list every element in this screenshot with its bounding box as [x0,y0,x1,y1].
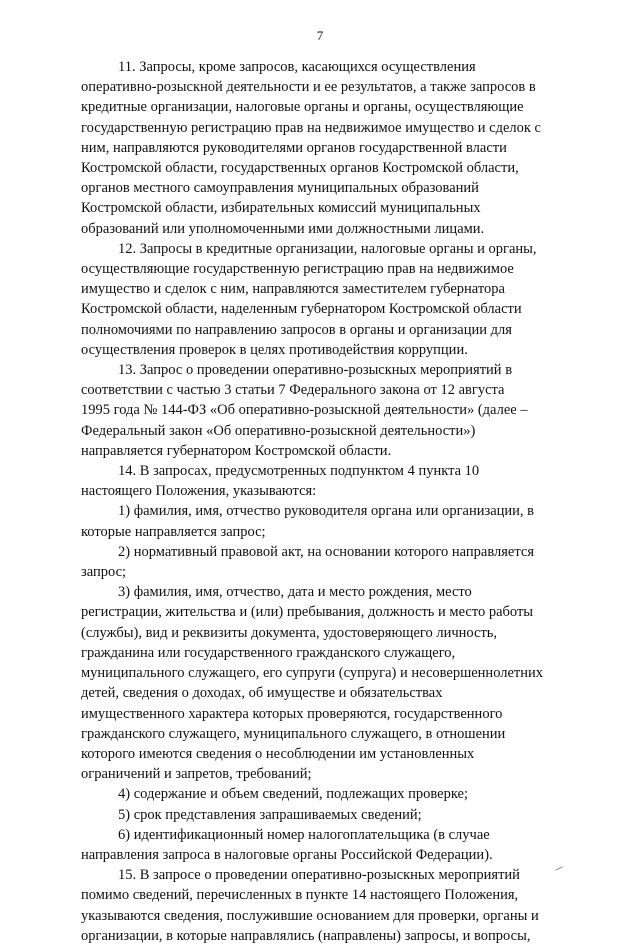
list-item-5: 5) срок представления запрашиваемых сведений; [118,806,422,823]
paragraph-13: 13. Запрос о проведении оперативно-розыскных мероприятий в соответствии с частью 3 статьи 7 Федерального закона от 12 августа 1995 года № 144-ФЗ «Об оперативно-розыскной деятельности» (далее – Федеральный закон «Об оперативно-розыскной деятельности») направляется губернатором Костромской области. [81,362,528,459]
page-number: 7 [316,28,324,43]
paragraph-14: 14. В запросах, предусмотренных подпунктом 4 пункта 10 настоящего Положения, указываются: [81,463,480,500]
list-item-1: 1) фамилия, имя, отчество руководителя органа или организации, в которые направляется запрос; [81,503,535,540]
paragraph-15: 15. В запросе о проведении оперативно-розыскных мероприятий помимо сведений, перечисленных в пункте 14 настоящего Положения, указываются сведения, послужившие основанием для проверки, органы и организации, в которые направлялись (направлены) запросы, и вопросы, [81,867,539,944]
list-item-2: 2) нормативный правовой акт, на основании которого направляется запрос; [81,543,534,581]
list-item-4: 4) содержание и объем сведений, подлежащих проверке; [118,786,468,803]
paragraph-12: 12. Запросы в кредитные организации, налоговые органы и органы, осуществляющие государственную регистрацию прав на недвижимое имущество и сделок с ним, направляются заместителем губернатора Костромской области, наделенным губернатором Костромской области полномочиями по направлению запросов в органы и организации для осуществления проверок в целях противодействия коррупции. [81,240,537,358]
list-item-3: 3) фамилия, имя, отчество, дата и место рождения, место регистрации, жительства и (или) пребывания, должность и место работы (службы), вид и реквизиты документа, удостоверяющего личность, гражданина или государственного гражданского служащего, муниципального служащего, его супруги (супруга) и несовершеннолетних детей, сведения о доходах, об имуществе и обязательствах имущественного характера которых проверяются, государственного гражданского служащего, муниципального служащего, в отношении которого имеются сведения о несоблюдении им установленных ограничений и запретов, требований; [81,584,544,783]
list-item-6: 6) идентификационный номер налогоплательщика (в случае направления запроса в налоговые органы Российской Федерации). [81,826,493,863]
paragraph-11: 11. Запросы, кроме запросов, касающихся осуществления оперативно-розыскной деятельности и ее результатов, а также запросов в кредитные организации, налоговые органы и органы, осуществляющие государственную регистрацию прав на недвижимое имущество и сделок с ним, направляются руководителями органов государственной власти Костромской области, государственных органов Костромской области, органов местного самоуправления муниципальных образований Костромской области, избирательных комиссий муниципальных образований или уполномоченными ими должностными лицами. [81,59,541,237]
document-body [81,57,567,946]
